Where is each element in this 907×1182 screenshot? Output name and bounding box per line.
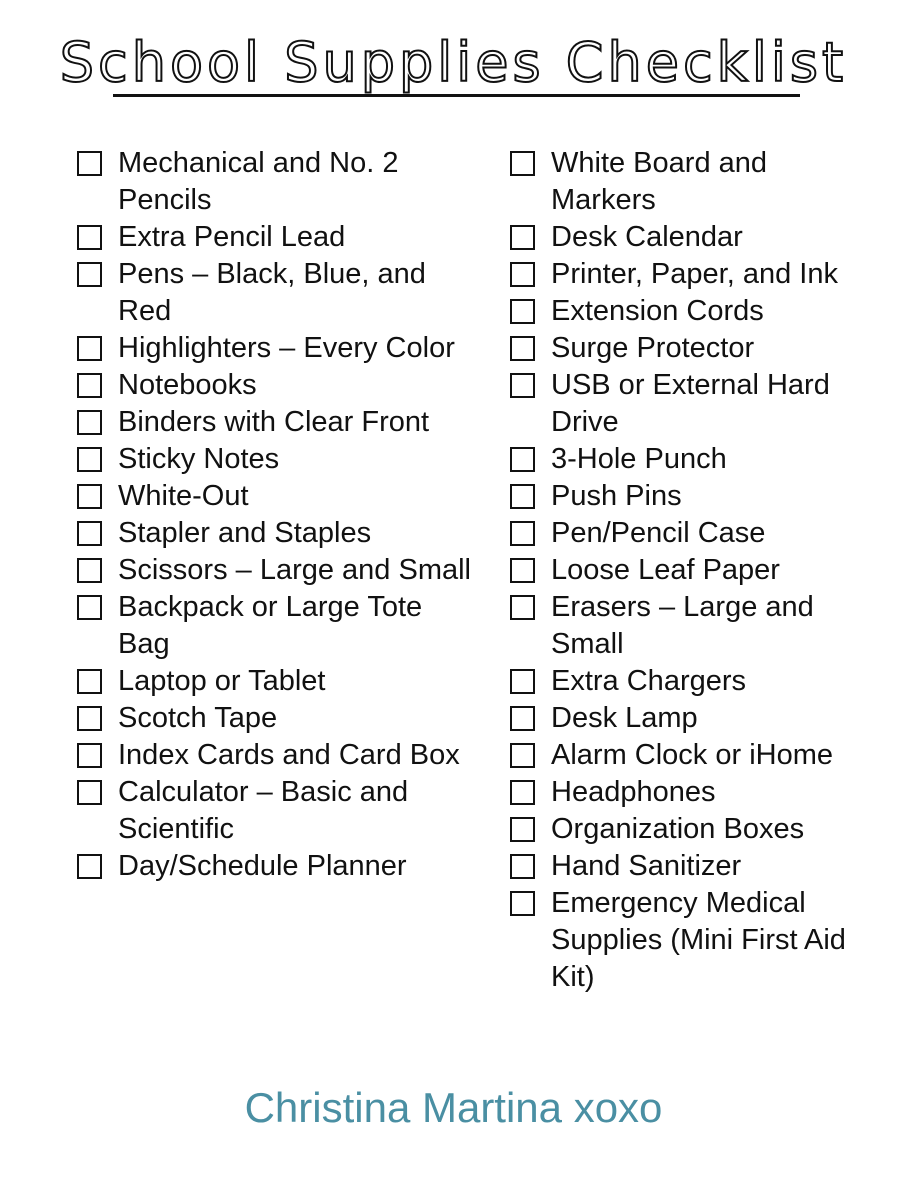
checklist-item-label: Extra Chargers bbox=[551, 665, 747, 697]
checklist-item-label: Index Cards and Card Box bbox=[118, 739, 460, 771]
checkbox[interactable] bbox=[77, 521, 102, 546]
checklist-item bbox=[509, 256, 869, 293]
checkbox[interactable] bbox=[510, 706, 535, 731]
checkbox[interactable] bbox=[77, 373, 102, 398]
checklist-item-label: Calculator – Basic and Scientific bbox=[118, 776, 409, 845]
checklist-item bbox=[76, 404, 476, 441]
checklist-item bbox=[509, 737, 869, 774]
checkbox[interactable] bbox=[510, 817, 535, 842]
checkbox[interactable] bbox=[510, 225, 535, 250]
checkbox[interactable] bbox=[77, 484, 102, 509]
checkbox[interactable] bbox=[510, 743, 535, 768]
checklist-item-label: USB or External Hard Drive bbox=[551, 369, 830, 438]
checklist-item bbox=[76, 515, 476, 552]
checklist-item bbox=[76, 552, 476, 589]
checkbox[interactable] bbox=[510, 558, 535, 583]
checklist-item bbox=[76, 737, 476, 774]
checklist-item bbox=[509, 774, 869, 811]
checklist-item bbox=[509, 293, 869, 330]
checkbox[interactable] bbox=[510, 484, 535, 509]
checkbox[interactable] bbox=[510, 521, 535, 546]
checkbox[interactable] bbox=[77, 706, 102, 731]
checkbox[interactable] bbox=[77, 558, 102, 583]
checklist-item-label: Pen/Pencil Case bbox=[551, 517, 766, 549]
checklist-item-label: Push Pins bbox=[551, 480, 682, 512]
checklist-right-column bbox=[509, 145, 869, 996]
checklist-item-label: Scissors – Large and Small bbox=[118, 554, 471, 586]
checkbox[interactable] bbox=[510, 262, 535, 287]
checkbox[interactable] bbox=[77, 262, 102, 287]
checklist-item-label: Emergency Medical Supplies (Mini First Aid Kit) bbox=[551, 887, 846, 993]
checklist-item bbox=[76, 848, 476, 885]
checklist-item bbox=[76, 219, 476, 256]
page-title: School Supplies Checklist bbox=[59, 31, 848, 94]
checklist-item-label: Erasers – Large and Small bbox=[551, 591, 814, 660]
checklist-item bbox=[509, 478, 869, 515]
checkbox[interactable] bbox=[77, 743, 102, 768]
checkbox[interactable] bbox=[77, 447, 102, 472]
checklist-item-label: Laptop or Tablet bbox=[118, 665, 326, 697]
checklist-item-label: Extra Pencil Lead bbox=[118, 221, 346, 253]
checkbox[interactable] bbox=[510, 891, 535, 916]
checklist-item-label: White-Out bbox=[118, 480, 249, 512]
checklist-item-label: Stapler and Staples bbox=[118, 517, 372, 549]
title-underline bbox=[113, 94, 800, 97]
checkbox[interactable] bbox=[510, 780, 535, 805]
signature-footer: Christina Martina xoxo bbox=[244, 1084, 663, 1131]
checklist-item-label: Day/Schedule Planner bbox=[118, 850, 407, 882]
checkbox[interactable] bbox=[510, 595, 535, 620]
checkbox[interactable] bbox=[77, 336, 102, 361]
checklist-item bbox=[509, 145, 869, 219]
checklist-item-label: Scotch Tape bbox=[118, 702, 278, 734]
checklist-item bbox=[509, 848, 869, 885]
checklist-item-label: Alarm Clock or iHome bbox=[551, 739, 833, 771]
checklist-item-label: Surge Protector bbox=[551, 332, 755, 364]
checklist-item bbox=[76, 145, 476, 219]
checklist-item bbox=[509, 811, 869, 848]
checkbox[interactable] bbox=[77, 225, 102, 250]
checklist-item-label: Notebooks bbox=[118, 369, 257, 401]
checklist-left-column bbox=[76, 145, 476, 885]
checklist-item-label: Printer, Paper, and Ink bbox=[551, 258, 838, 290]
checklist-item bbox=[509, 367, 869, 441]
checklist-item bbox=[76, 663, 476, 700]
checkbox[interactable] bbox=[510, 299, 535, 324]
checklist-item bbox=[509, 885, 869, 996]
checklist-item-label: Loose Leaf Paper bbox=[551, 554, 780, 586]
checklist-item bbox=[76, 367, 476, 404]
checklist-item bbox=[509, 219, 869, 256]
checkbox[interactable] bbox=[510, 447, 535, 472]
checklist-item-label: Desk Calendar bbox=[551, 221, 743, 253]
checklist-item bbox=[76, 256, 476, 330]
checklist-item bbox=[509, 589, 869, 663]
checkbox[interactable] bbox=[510, 151, 535, 176]
checklist-item bbox=[76, 441, 476, 478]
checklist-item-label: 3-Hole Punch bbox=[551, 443, 727, 475]
checklist-item-label: Mechanical and No. 2 Pencils bbox=[118, 147, 399, 216]
checklist-item-label: White Board and Markers bbox=[551, 147, 768, 216]
checklist-item-label: Hand Sanitizer bbox=[551, 850, 742, 882]
checklist-item bbox=[76, 774, 476, 848]
checklist-item bbox=[509, 330, 869, 367]
checklist-item-label: Headphones bbox=[551, 776, 716, 808]
checklist-item-label: Pens – Black, Blue, and Red bbox=[118, 258, 426, 327]
checklist-item-label: Extension Cords bbox=[551, 295, 764, 327]
checklist-item-label: Organization Boxes bbox=[551, 813, 805, 845]
checkbox[interactable] bbox=[510, 336, 535, 361]
checklist-item bbox=[76, 589, 476, 663]
checklist-item-label: Sticky Notes bbox=[118, 443, 280, 475]
checkbox[interactable] bbox=[77, 151, 102, 176]
checklist-item-label: Highlighters – Every Color bbox=[118, 332, 455, 364]
checklist-item-label: Backpack or Large Tote Bag bbox=[118, 591, 423, 660]
checklist-item bbox=[509, 441, 869, 478]
checklist-item-label: Desk Lamp bbox=[551, 702, 698, 734]
checkbox[interactable] bbox=[77, 780, 102, 805]
checklist-item bbox=[509, 700, 869, 737]
checkbox[interactable] bbox=[510, 854, 535, 879]
checkbox[interactable] bbox=[77, 669, 102, 694]
checklist-item bbox=[76, 330, 476, 367]
checklist-item bbox=[76, 478, 476, 515]
checklist-item bbox=[509, 552, 869, 589]
checklist-item bbox=[76, 700, 476, 737]
checklist-item-label: Binders with Clear Front bbox=[118, 406, 430, 438]
checkbox[interactable] bbox=[510, 373, 535, 398]
checklist-item bbox=[509, 663, 869, 700]
checkbox[interactable] bbox=[510, 669, 535, 694]
checkbox[interactable] bbox=[77, 595, 102, 620]
checklist-item bbox=[509, 515, 869, 552]
checkbox[interactable] bbox=[77, 410, 102, 435]
checkbox[interactable] bbox=[77, 854, 102, 879]
